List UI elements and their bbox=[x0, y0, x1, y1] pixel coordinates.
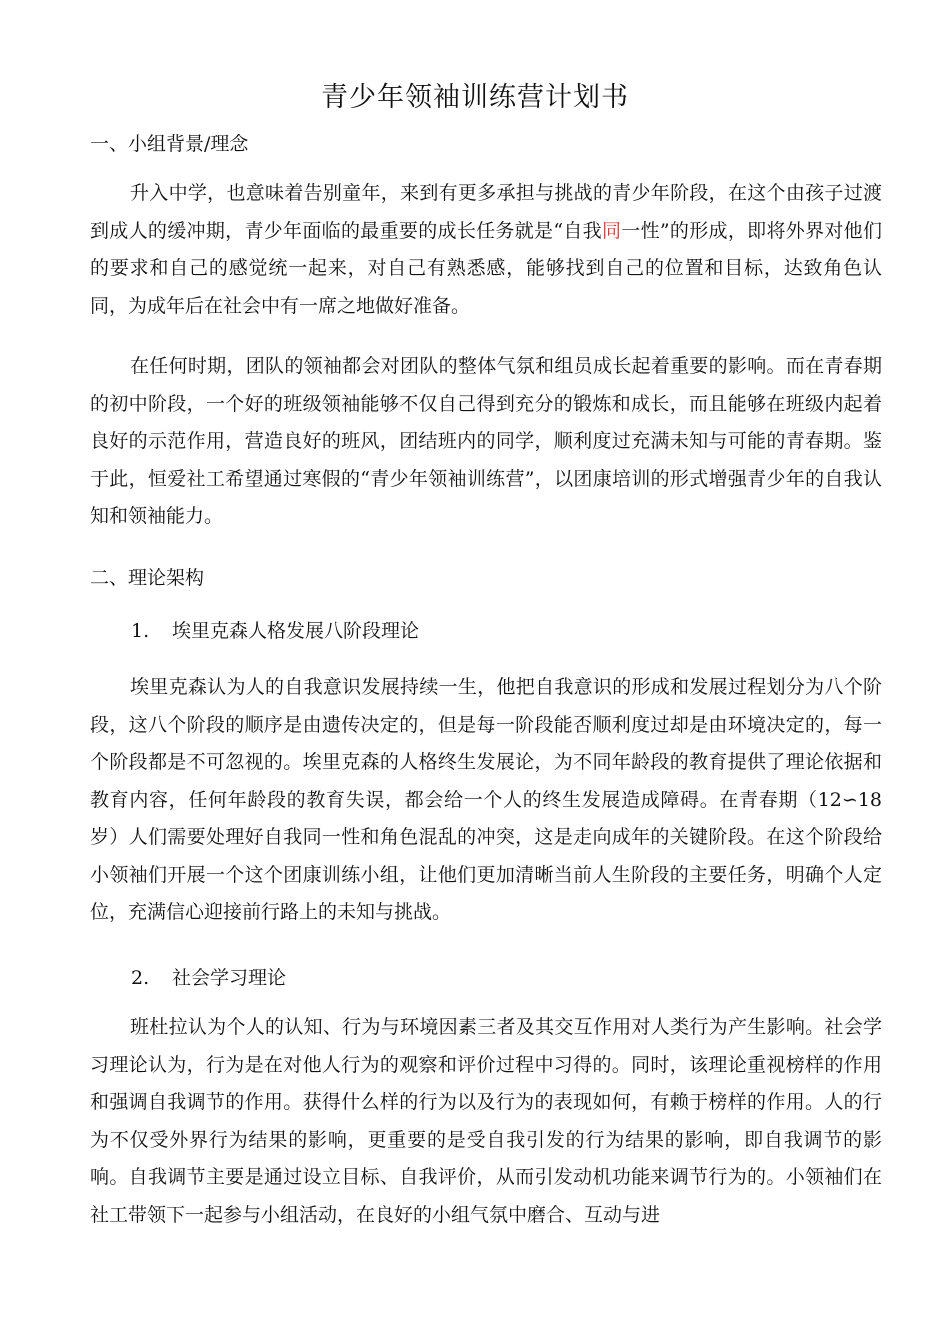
background-paragraph-1 bbox=[90, 175, 882, 325]
highlighted-character: 同 bbox=[601, 219, 622, 242]
subsection-heading-erikson bbox=[131, 618, 871, 644]
subsection-title: 埃里克森人格发展八阶段理论 bbox=[172, 620, 420, 642]
subsection-heading-social-learning bbox=[131, 965, 871, 991]
subsection-number: 1. bbox=[131, 620, 150, 642]
background-paragraph-2: 在任何时期，团队的领袖都会对团队的整体气氛和组员成长起着重要的影响。而在青春期的初中阶段，一个好的班级领袖能够不仅自己得到充分的锻炼和成长，而且能够在班级内起着良好的示范作用，营造良好的班风，团结班内的同学，顺利度过充满未知与可能的青春期。鉴于此，恒爱社工希望通过寒假的“青少年领袖训练营”，以团康培训的形式增强青少年的自我认知和领袖能力。 bbox=[90, 355, 882, 527]
background-paragraph-1-text-b: 一性”的形成，即将外界对他们的要求和自己的感觉统一起来，对自己有熟悉感，能够找到自己的位置和目标，达致角色认同，为成年后在社会中有一席之地做好准备。 bbox=[90, 219, 882, 317]
section-heading-background: 一、小组背景/理念 bbox=[90, 133, 249, 155]
erikson-paragraph: 埃里克森认为人的自我意识发展持续一生，他把自我意识的形成和发展过程划分为八个阶段，这八个阶段的顺序是由遗传决定的，但是每一阶段能否顺利度过却是由环境决定的，每一个阶段都是不可忽视的。埃里克森的人格终生发展论，为不同年龄段的教育提供了理论依据和教育内容，任何年龄段的教育失误，都会给一个人的终生发展造成障碍。在青春期（12∽18岁）人们需要处理好自我同一性和角色混乱的冲突，这是走向成年的关键阶段。在这个阶段给小领袖们开展一个这个团康训练小组，让他们更加清晰当前人生阶段的主要任务，明确个人定位，充满信心迎接前行路上的未知与挑战。 bbox=[90, 676, 882, 923]
social-learning-paragraph: 班杜拉认为个人的认知、行为与环境因素三者及其交互作用对人类行为产生影响。社会学习理论认为，行为是在对他人行为的观察和评价过程中习得的。同时，该理论重视榜样的作用和强调自我调节的作用。获得什么样的行为以及行为的表现如何，有赖于榜样的作用。人的行为不仅受外界行为结果的影响，更重要的是受自我引发的行为结果的影响，即自我调节的影响。自我调节主要是通过设立目标、自我评价，从而引发动机功能来调节行为的。小领袖们在社工带领下一起参与小组活动，在良好的小组气氛中磨合、互动与进 bbox=[90, 1016, 882, 1226]
section-heading-theory: 二、理论架构 bbox=[90, 567, 205, 589]
subsection-title: 社会学习理论 bbox=[172, 967, 287, 989]
subsection-number: 2. bbox=[131, 967, 150, 989]
document-title: 青少年领袖训练营计划书 bbox=[321, 82, 629, 113]
background-paragraph-1-text-a: 升入中学，也意味着告别童年，来到有更多承担与挑战的青少年阶段，在这个由孩子过渡到成人的缓冲期，青少年面临的最重要的成长任务就是“自我 bbox=[90, 182, 882, 242]
